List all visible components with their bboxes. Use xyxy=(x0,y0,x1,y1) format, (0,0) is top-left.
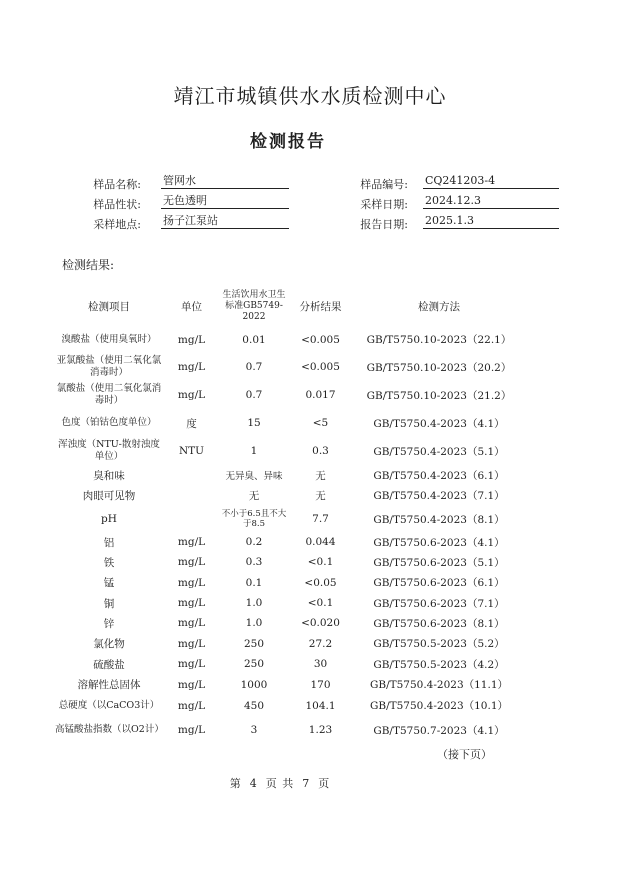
table-row xyxy=(55,326,525,353)
table-row xyxy=(55,485,525,506)
row-result: 无 xyxy=(315,490,326,502)
sample-name-label: 样品名称: xyxy=(93,178,141,191)
row-unit: mg/L xyxy=(177,333,206,346)
row-result: 1.23 xyxy=(308,724,333,736)
row-standard: 1 xyxy=(250,445,258,457)
row-unit: mg/L xyxy=(177,678,206,691)
row-item: 臭和味 xyxy=(93,469,125,482)
row-result: 27.2 xyxy=(308,637,333,650)
page-current: 4 xyxy=(249,777,258,790)
sample-id-value: CQ241203-4 xyxy=(423,174,559,189)
row-method: GB/T5750.5-2023（5.2） xyxy=(373,638,505,650)
report-date-value: 2025.1.3 xyxy=(423,214,559,229)
row-standard: 1.0 xyxy=(245,617,263,629)
row-result: 无 xyxy=(315,469,326,482)
row-result: 0.044 xyxy=(305,536,336,548)
table-header-row xyxy=(55,286,525,326)
row-result: <0.1 xyxy=(307,597,334,609)
page-suffix: 页 xyxy=(318,777,331,790)
page-number xyxy=(0,775,560,791)
row-method: GB/T5750.6-2023（7.1） xyxy=(373,597,505,610)
row-standard: 3 xyxy=(250,724,258,736)
row-item: 浑浊度（NTU-散射浊度单位） xyxy=(58,439,160,462)
sampling-location-value: 扬子江泵站 xyxy=(161,214,289,229)
row-unit: mg/L xyxy=(177,699,206,712)
row-unit: mg/L xyxy=(177,361,206,373)
row-method: GB/T5750.5-2023（4.2） xyxy=(373,658,505,671)
row-standard: 0.01 xyxy=(242,333,266,346)
row-standard: 无 xyxy=(248,490,260,502)
page-middle: 页 共 xyxy=(265,777,295,790)
page-prefix: 第 xyxy=(229,777,242,790)
sampling-date-value: 2024.12.3 xyxy=(423,194,559,209)
table-row xyxy=(55,633,525,654)
row-result: 0.3 xyxy=(312,445,329,457)
row-unit xyxy=(163,485,220,506)
row-standard: 0.7 xyxy=(245,389,263,401)
row-unit: mg/L xyxy=(177,617,206,629)
row-method: GB/T5750.4-2023（4.1） xyxy=(373,417,505,430)
row-method: GB/T5750.4-2023（10.1） xyxy=(369,700,509,712)
row-result: <0.005 xyxy=(301,361,340,373)
header-method: 检测方法 xyxy=(418,300,460,313)
row-method: GB/T5750.10-2023（22.1） xyxy=(366,334,512,346)
row-standard: 0.2 xyxy=(245,536,263,548)
row-method: GB/T5750.10-2023（21.2） xyxy=(366,389,512,402)
table-row xyxy=(55,593,525,613)
row-method: GB/T5750.4-2023（6.1） xyxy=(373,469,505,482)
table-row xyxy=(55,381,525,409)
row-item: pH xyxy=(101,513,117,525)
row-method: GB/T5750.6-2023（4.1） xyxy=(373,536,505,549)
row-item: 总硬度（以CaCO3计） xyxy=(58,699,160,711)
table-row xyxy=(55,613,525,633)
results-table xyxy=(55,286,525,744)
row-result: <0.005 xyxy=(301,333,340,346)
table-row xyxy=(55,572,525,593)
row-standard: 1000 xyxy=(240,678,268,691)
sample-property-label: 样品性状: xyxy=(93,198,141,211)
row-unit: mg/L xyxy=(177,597,206,609)
row-item: 铝 xyxy=(103,536,115,549)
row-standard: 1.0 xyxy=(245,597,263,609)
table-row xyxy=(55,437,525,465)
row-method: GB/T5750.4-2023（7.1） xyxy=(373,490,505,502)
row-item: 铁 xyxy=(103,556,115,569)
row-result: 7.7 xyxy=(312,513,329,525)
row-unit: mg/L xyxy=(177,536,206,548)
organization-name: 靖江市城镇供水水质检测中心 xyxy=(173,84,447,108)
row-item: 亚氯酸盐（使用二氧化氯消毒时） xyxy=(56,355,162,378)
row-item: 肉眼可见物 xyxy=(82,490,136,502)
header-unit: 单位 xyxy=(181,300,202,313)
sampling-location-label: 采样地点: xyxy=(93,218,141,231)
sample-property-value: 无色透明 xyxy=(161,194,289,209)
sampling-date-label: 采样日期: xyxy=(360,198,408,211)
row-item: 锰 xyxy=(103,577,115,589)
row-standard: 0.1 xyxy=(245,576,263,589)
row-result: 170 xyxy=(310,678,331,691)
report-date-label: 报告日期: xyxy=(360,218,408,231)
row-result: <0.1 xyxy=(307,556,334,568)
table-row xyxy=(55,695,525,716)
table-row xyxy=(55,409,525,437)
row-item: 锌 xyxy=(103,617,115,630)
results-label: 检测结果: xyxy=(62,258,115,272)
row-result: 0.017 xyxy=(305,389,336,401)
row-item: 溴酸盐（使用臭氧时） xyxy=(61,333,157,345)
table-row xyxy=(55,674,525,695)
row-method: GB/T5750.4-2023（5.1） xyxy=(373,445,505,458)
table-row xyxy=(55,654,525,674)
row-item: 氯化物 xyxy=(93,638,125,650)
row-item: 色度（铂钴色度单位） xyxy=(61,417,157,428)
table-row xyxy=(55,353,525,381)
row-unit: mg/L xyxy=(177,658,206,670)
row-unit: 度 xyxy=(186,417,197,430)
row-method: GB/T5750.6-2023（8.1） xyxy=(373,617,505,630)
row-unit: mg/L xyxy=(177,724,206,736)
row-standard: 15 xyxy=(247,417,261,429)
table-row xyxy=(55,506,525,532)
header-standard: 生活饮用水卫生标准GB5749-2022 xyxy=(222,289,286,322)
row-method: GB/T5750.4-2023（8.1） xyxy=(373,513,505,526)
row-item: 氯酸盐（使用二氧化氯消毒时） xyxy=(56,383,162,406)
header-result: 分析结果 xyxy=(299,300,342,313)
row-unit: mg/L xyxy=(177,576,206,589)
table-row xyxy=(55,465,525,485)
row-result: 104.1 xyxy=(305,699,336,712)
row-result: <0.020 xyxy=(301,617,340,629)
row-result: <0.05 xyxy=(304,576,337,589)
row-result: <5 xyxy=(312,417,329,429)
row-unit xyxy=(163,506,220,532)
row-standard: 不小于6.5且不大于8.5 xyxy=(221,509,287,529)
row-unit: mg/L xyxy=(177,556,206,568)
row-item: 铜 xyxy=(103,597,115,610)
table-row xyxy=(55,552,525,572)
row-standard: 250 xyxy=(243,658,265,670)
row-item: 硫酸盐 xyxy=(93,658,125,671)
page-total: 7 xyxy=(302,777,311,790)
document-title: 检测报告 xyxy=(250,132,326,152)
row-standard: 无异臭、异味 xyxy=(225,471,283,482)
header-item: 检测项目 xyxy=(88,300,130,313)
row-method: GB/T5750.6-2023（6.1） xyxy=(373,577,505,589)
row-unit: mg/L xyxy=(177,389,206,401)
row-method: GB/T5750.6-2023（5.1） xyxy=(373,556,505,569)
row-unit: mg/L xyxy=(177,637,206,650)
sample-id-label: 样品编号: xyxy=(360,178,408,191)
sample-name-value: 管网水 xyxy=(161,174,289,189)
row-unit xyxy=(163,465,220,485)
row-standard: 0.7 xyxy=(245,361,263,373)
row-method: GB/T5750.4-2023（11.1） xyxy=(369,679,509,691)
row-standard: 250 xyxy=(243,637,265,650)
row-item: 溶解性总固体 xyxy=(77,679,141,691)
row-item: 高锰酸盐指数（以O2计） xyxy=(55,724,164,735)
row-method: GB/T5750.7-2023（4.1） xyxy=(373,724,505,737)
table-row xyxy=(55,716,525,744)
continued-note: （接下页） xyxy=(437,748,492,761)
row-unit: NTU xyxy=(178,445,205,457)
row-standard: 0.3 xyxy=(245,556,263,568)
row-result: 30 xyxy=(313,658,328,670)
row-method: GB/T5750.10-2023（20.2） xyxy=(366,361,512,374)
row-standard: 450 xyxy=(243,699,265,712)
table-row xyxy=(55,532,525,552)
